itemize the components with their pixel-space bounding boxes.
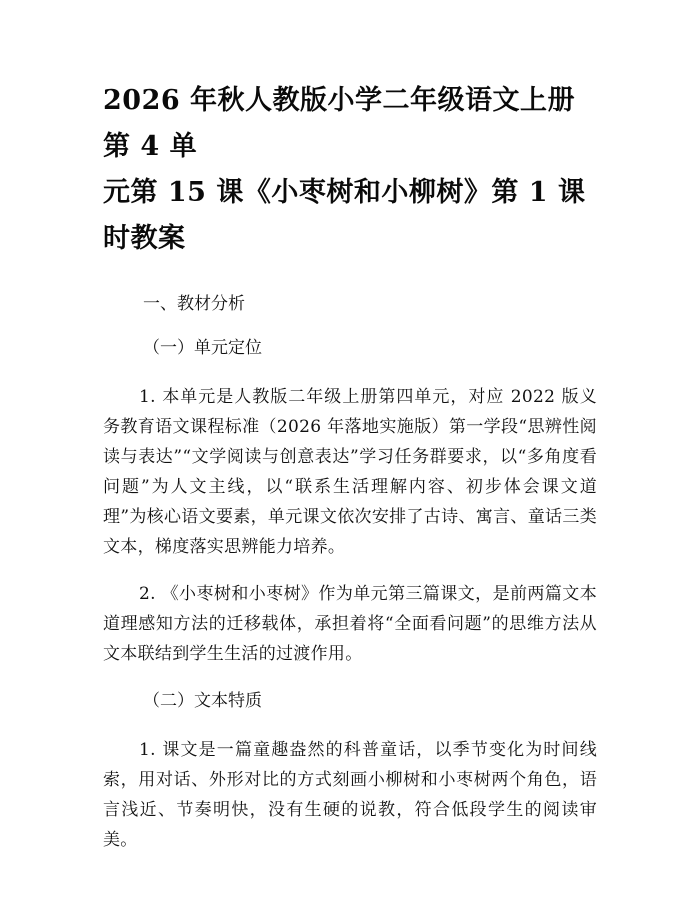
document-title — [103, 78, 597, 262]
paragraph-unit-positioning-1: 1. 本单元是人教版二年级上册第四单元，对应 2022 版义务教育语文课程标准（2026 年落地实施版）第一学段“思辨性阅读与表达”“文学阅读与创意表达”学习任务群要求，以“多角度看问题”为人文主线，以“联系生活理解内容、初步体会课文道理”为核心语文要素，单元课文依次安排了古诗、寓言、童话三类文本，梯度落实思辨能力培养。 — [103, 387, 597, 557]
document-title-line-1: 2026 年秋人教版小学二年级语文上册第 4 单 — [103, 85, 576, 162]
section-heading-textbook-analysis: 一、教材分析 — [143, 294, 245, 314]
paragraph-unit-positioning-2: 2. 《小枣树和小枣树》作为单元第三篇课文，是前两篇文本道理感知方法的迁移载体，承担着将“全面看问题”的思维方法从文本联结到学生生活的过渡作用。 — [103, 584, 597, 664]
document-title-line-2: 元第 15 课《小枣树和小柳树》第 1 课时教案 — [103, 177, 586, 254]
subsection-heading-unit-positioning: （一）单元定位 — [143, 338, 262, 358]
paragraph-text-features-1: 1. 课文是一篇童趣盎然的科普童话，以季节变化为时间线索，用对话、外形对比的方式刻画小柳树和小枣树两个角色，语言浅近、节奏明快，没有生硬的说教，符合低段学生的阅读审美。 — [103, 740, 597, 850]
subsection-heading-text-features: （二）文本特质 — [143, 691, 262, 711]
